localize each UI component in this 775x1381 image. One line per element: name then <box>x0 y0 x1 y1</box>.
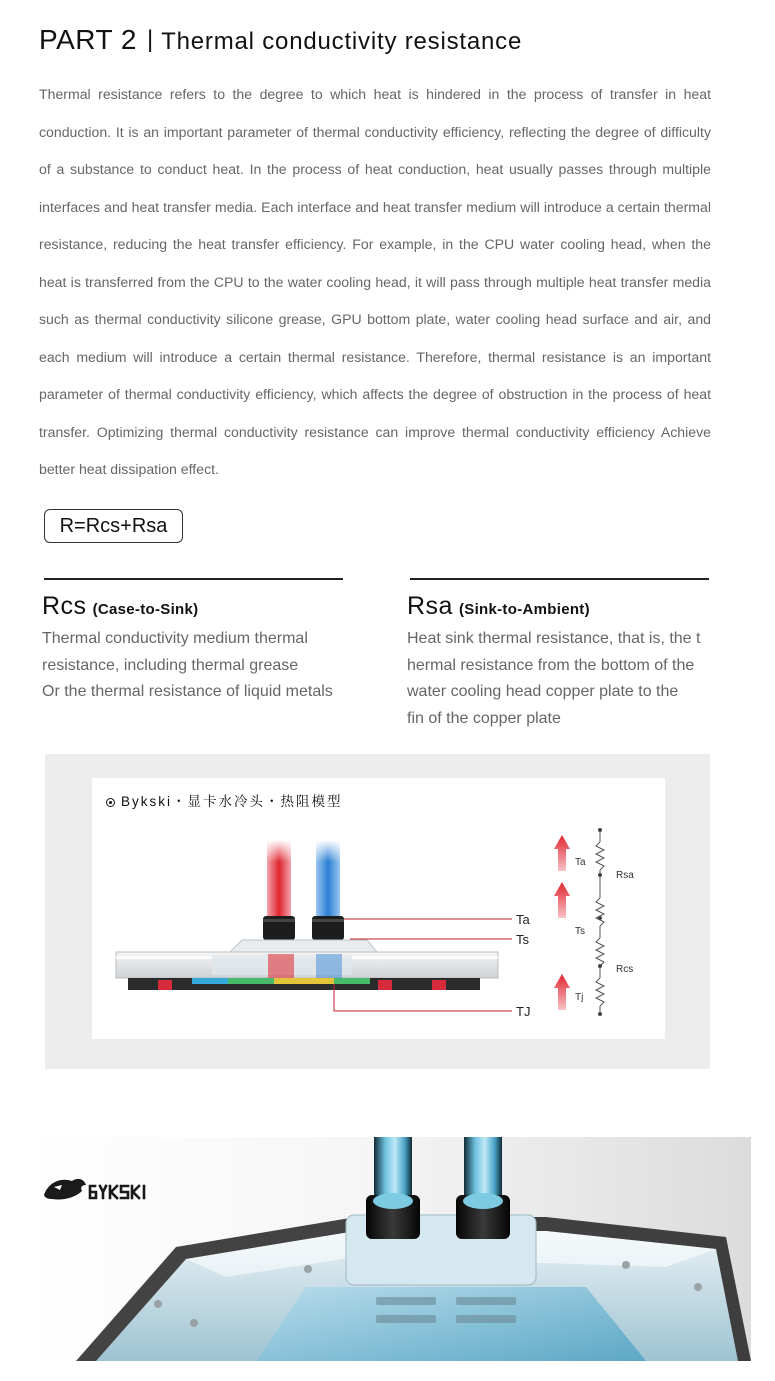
rsa-desc-line: Heat sink thermal resistance, that is, the t <box>407 630 701 647</box>
diagram-caption <box>106 790 343 810</box>
part-label: PART 2 <box>39 24 137 55</box>
thermal-model-card <box>92 778 665 1039</box>
model-label-ta: Ta <box>575 857 586 868</box>
formula-box: R=Rcs+Rsa <box>44 509 183 543</box>
rsa-abbr: Rsa <box>407 592 453 620</box>
rcs-definition <box>42 592 362 706</box>
section-title: Thermal conductivity resistance <box>161 28 523 55</box>
thermal-model-panel <box>45 754 710 1069</box>
diagram-caption-text: Bykski・显卡水冷头・热阻模型 <box>121 794 343 809</box>
rcs-divider <box>44 578 343 580</box>
cold-water-tube <box>316 840 340 920</box>
water-block-body <box>116 940 498 990</box>
resistor-chain <box>596 830 604 1014</box>
rsa-desc-line: hermal resistance from the bottom of the <box>407 656 695 674</box>
thermal-model-illustration <box>92 778 665 1039</box>
intro-paragraph: Thermal resistance refers to the degree to which heat is hindered in the process of transfer in heat conduction. It is an important parameter of thermal conductivity efficiency, reflecting the degree of difficulty of a substance to conduct heat. In the process of heat conduction, heat usually passes through multiple interfaces and heat transfer media. Each interface and heat transfer medium will introduce a certain thermal resistance, reducing the heat transfer efficiency. For example, in the CPU water cooling head, when the heat is transferred from the CPU to the water cooling head, it will pass through multiple heat transfer media such as thermal conductivity silicone grease, GPU bottom plate, water cooling head surface and air, and each medium will introduce a certain thermal resistance. Therefore, thermal resistance is an important parameter of thermal conductivity efficiency, which affects the degree of obstruction in the process of heat transfer. Optimizing thermal conductivity resistance can improve thermal conductivity efficiency Achieve better heat dissipation effect. <box>39 86 711 477</box>
callout-tj: TJ <box>516 1004 531 1019</box>
rsa-definition <box>407 592 727 732</box>
title-separator: | <box>146 26 154 53</box>
model-label-tj: Tj <box>575 992 584 1003</box>
section-heading <box>39 24 739 58</box>
rsa-desc-line: water cooling head copper plate to the <box>407 683 679 700</box>
callout-ta: Ta <box>516 912 530 927</box>
rsa-full-name: (Sink-to-Ambient) <box>458 601 590 618</box>
hot-water-tube <box>267 840 291 920</box>
model-label-rcs: Rcs <box>616 964 634 975</box>
target-dot-icon <box>106 798 115 807</box>
rsa-divider <box>410 578 709 580</box>
product-photo <box>26 1137 751 1361</box>
rcs-abbr: Rcs <box>42 592 87 620</box>
heat-arrow-icon <box>554 835 570 1010</box>
model-label-ts: Ts <box>575 926 585 937</box>
rcs-desc-line: Thermal conductivity medium thermal <box>42 630 308 647</box>
rsa-desc-line: fin of the copper plate <box>407 709 561 727</box>
callout-ts: Ts <box>516 932 529 947</box>
model-label-rsa: Rsa <box>616 870 634 881</box>
bykski-logo <box>42 1173 152 1207</box>
rcs-desc-line: Or the thermal resistance of liquid metals <box>42 683 333 700</box>
rcs-desc-line: resistance, including thermal grease <box>42 656 299 674</box>
rsa-heading <box>407 592 727 626</box>
rcs-full-name: (Case-to-Sink) <box>92 601 199 618</box>
rcs-heading <box>42 592 362 626</box>
fitting-icon <box>263 916 344 940</box>
